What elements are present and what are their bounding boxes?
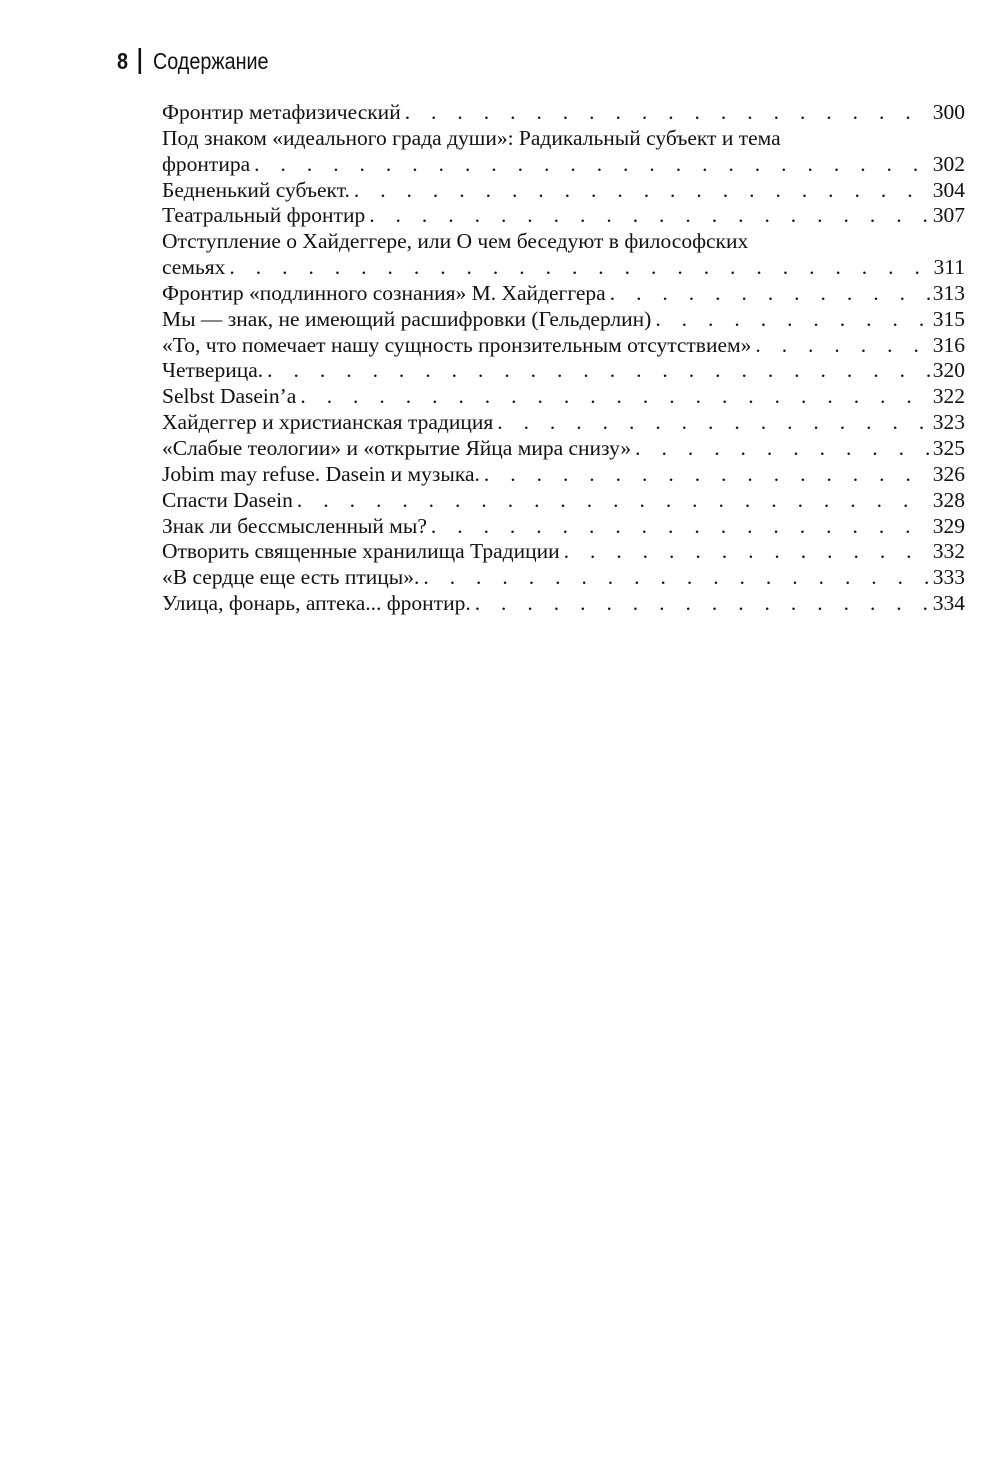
- dot-leader: [419, 565, 931, 591]
- toc-entry: [162, 203, 965, 229]
- toc-entry-page: 332: [932, 539, 965, 564]
- dot-leader: [293, 488, 931, 514]
- toc-entry-title: Театральный фронтир: [162, 203, 366, 228]
- toc-entry-title-line: Отступление о Хайдеггере, или О чем беседуют в философских: [162, 229, 749, 254]
- toc-entry-title: Знак ли бессмысленный мы?: [162, 513, 427, 538]
- dot-leader: [480, 462, 931, 488]
- dot-leader: [493, 410, 931, 436]
- toc-entry: [162, 333, 965, 359]
- toc-entry: [162, 488, 965, 514]
- toc-entry: [162, 126, 965, 178]
- dot-leader: [296, 384, 931, 410]
- toc-entry-title: Jobim may refuse. Dasein и музыка.: [162, 461, 480, 486]
- page-number: 8: [117, 47, 129, 74]
- section-title: Содержание: [152, 47, 269, 74]
- toc-entry: [162, 307, 965, 333]
- dot-leader: [263, 358, 931, 384]
- toc-entry-row: [162, 358, 965, 384]
- toc-entry-page: 302: [932, 151, 965, 176]
- toc-entry-title: семьях: [162, 255, 226, 280]
- toc-entry-row: [162, 152, 965, 178]
- toc-entry-row: [162, 255, 965, 281]
- toc-entry-title: «То, что помечает нашу сущность пронзительным отсутствием»: [162, 332, 752, 357]
- toc-entry-title: Мы — знак, не имеющий расшифровки (Гельдерлин): [162, 306, 652, 331]
- toc-entry-row: [162, 591, 965, 617]
- toc-entry-page: 328: [932, 487, 965, 512]
- dot-leader: [631, 436, 931, 462]
- header-divider: [138, 48, 141, 74]
- toc-entry-page: 322: [932, 384, 965, 409]
- toc-entry-row: [162, 281, 965, 307]
- toc-entry-title: Отворить священные хранилища Традиции: [162, 539, 560, 564]
- toc-entry: [162, 591, 965, 617]
- toc-entry-title: Selbst Dasein’a: [162, 384, 297, 409]
- toc-entry-row: [162, 384, 965, 410]
- toc-entry: [162, 384, 965, 410]
- toc-entry-page: 320: [932, 358, 965, 383]
- dot-leader: [651, 307, 931, 333]
- dot-leader: [606, 281, 931, 307]
- toc-entry-row: [162, 436, 965, 462]
- dot-leader: [471, 591, 931, 617]
- toc-entry-title: Фронтир метафизический: [162, 100, 401, 124]
- toc-entry-title: фронтира: [162, 151, 251, 176]
- dot-leader: [560, 539, 931, 565]
- dot-leader: [250, 152, 931, 178]
- toc-entry: [162, 281, 965, 307]
- running-header: [117, 44, 269, 78]
- toc-entry-row: [162, 333, 965, 359]
- toc-entry-page: 311: [933, 255, 965, 280]
- toc-entry-row: [162, 410, 965, 436]
- toc-entry-page: 313: [932, 280, 965, 305]
- dot-leader: [225, 255, 931, 281]
- toc-entry-page: 333: [932, 565, 965, 590]
- toc-entry: [162, 462, 965, 488]
- toc-entry: [162, 229, 965, 281]
- toc-entry-row: [162, 100, 965, 126]
- toc-entry-title: Бедненький субъект.: [162, 177, 350, 202]
- toc-entry-row: [162, 178, 965, 204]
- toc-entry: [162, 100, 965, 126]
- toc-entry-title: «В сердце еще есть птицы».: [162, 565, 420, 590]
- toc-entry: [162, 514, 965, 540]
- toc-entry: [162, 436, 965, 462]
- dot-leader: [751, 333, 931, 359]
- dot-leader: [350, 178, 931, 204]
- toc-entry-page: 323: [932, 410, 965, 435]
- toc-entry-row: [162, 203, 965, 229]
- toc-entry-title: Фронтир «подлинного сознания» М. Хайдеггера: [162, 280, 606, 305]
- toc-entry: [162, 178, 965, 204]
- toc-entry-row: [162, 307, 965, 333]
- toc-entry: [162, 539, 965, 565]
- dot-leader: [365, 203, 931, 229]
- toc-entry-page: 307: [932, 203, 965, 228]
- toc-entry-row: [162, 565, 965, 591]
- toc-entry-title: Спасти Dasein: [162, 487, 293, 512]
- toc-entry-title: «Слабые теологии» и «открытие Яйца мира снизу»: [162, 435, 632, 460]
- toc-entry-page: 315: [932, 306, 965, 331]
- toc-entry-page: 300: [932, 100, 965, 124]
- toc-entry-title: Четверица.: [162, 358, 264, 383]
- toc-entry-row: [162, 539, 965, 565]
- toc-entry-title: Улица, фонарь, аптека... фронтир.: [162, 591, 471, 616]
- table-of-contents: [162, 100, 965, 617]
- toc-entry-row: [162, 514, 965, 540]
- toc-entry-title: Хайдеггер и христианская традиция: [162, 410, 494, 435]
- toc-entry-page: 329: [932, 513, 965, 538]
- toc-entry-page: 326: [932, 461, 965, 486]
- toc-entry-page: 334: [932, 591, 965, 616]
- toc-entry: [162, 565, 965, 591]
- toc-entry-page: 316: [932, 332, 965, 357]
- toc-entry-page: 304: [932, 177, 965, 202]
- toc-entry-title-line: Под знаком «идеального града души»: Радикальный субъект и тема: [162, 125, 781, 150]
- toc-entry-row: [162, 462, 965, 488]
- toc-entry-page: 325: [932, 435, 965, 460]
- toc-entry-row: [162, 488, 965, 514]
- dot-leader: [427, 514, 931, 540]
- toc-entry: [162, 410, 965, 436]
- dot-leader: [401, 100, 931, 126]
- toc-entry: [162, 358, 965, 384]
